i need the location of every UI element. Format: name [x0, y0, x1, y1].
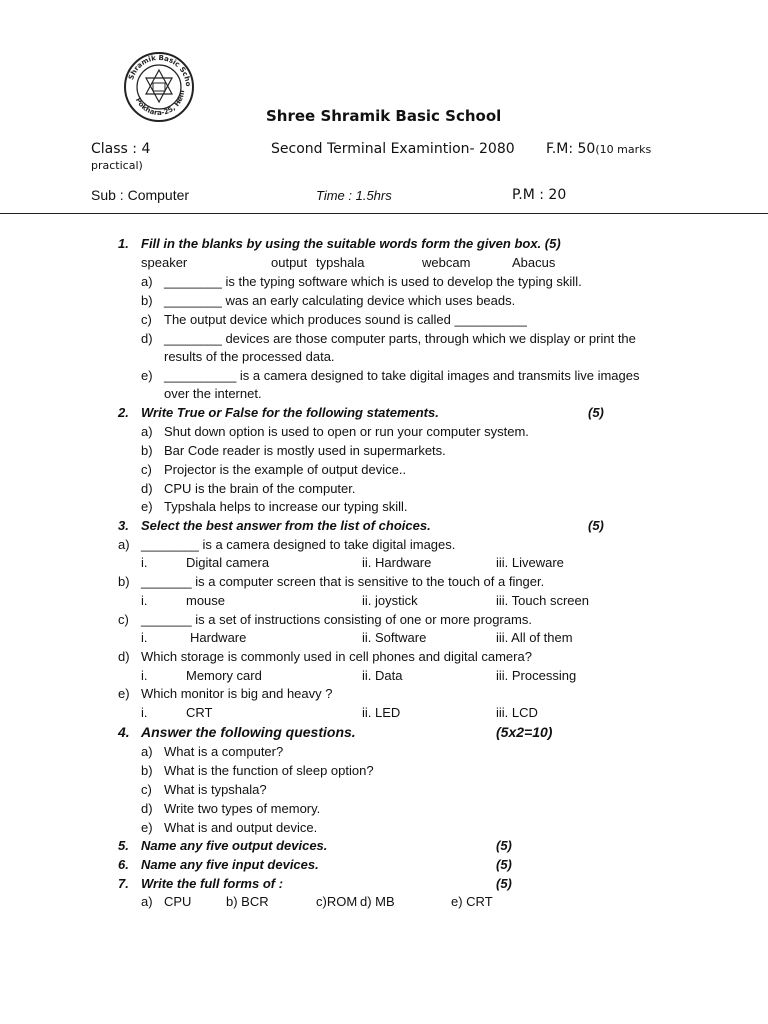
- q6-title: Name any five input devices.: [141, 857, 319, 872]
- q4-item-text: What is a computer?: [164, 744, 284, 759]
- svg-text:Shramik Basic School: Shramik Basic Scho: [127, 53, 193, 87]
- option-3: iii. Liveware: [496, 555, 564, 570]
- q6-number: 6.: [118, 857, 129, 872]
- q2-item-text: CPU is the brain of the computer.: [164, 481, 356, 496]
- q1-title: Fill in the blanks by using the suitable words form the given box. (5): [141, 236, 561, 251]
- q4-item-text: What is typshala?: [164, 782, 267, 797]
- option-1: CRT: [186, 705, 213, 720]
- option-2: ii. Hardware: [362, 555, 432, 570]
- q3-question: Which monitor is big and heavy ?: [141, 686, 333, 701]
- q5-marks: (5): [496, 838, 512, 853]
- q7-title: Write the full forms of :: [141, 876, 284, 891]
- option-numeral: i.: [141, 668, 148, 683]
- q3-number: 3.: [118, 518, 129, 533]
- item-letter: d): [141, 481, 153, 496]
- full-form-item: CPU: [164, 894, 192, 909]
- q1-item-text: ________ devices are those computer parts, through which we display or print the: [164, 331, 636, 346]
- item-letter: e): [141, 499, 153, 514]
- q4-number: 4.: [118, 724, 130, 740]
- q3-question: Which storage is commonly used in cell phones and digital camera?: [141, 649, 532, 664]
- q6-marks: (5): [496, 857, 512, 872]
- q2-title: Write True or False for the following statements.: [141, 405, 439, 420]
- full-form-item: d) MB: [360, 894, 395, 909]
- option-2: ii. Data: [362, 668, 403, 683]
- school-name: Shree Shramik Basic School: [266, 107, 502, 125]
- option-numeral: i.: [141, 593, 148, 608]
- item-letter: e): [141, 368, 153, 383]
- full-marks: [546, 141, 651, 157]
- q4-marks: (5x2=10): [496, 724, 553, 740]
- q1-item-text: ________ was an early calculating device which uses beads.: [164, 293, 516, 308]
- item-letter: d): [141, 801, 153, 816]
- full-form-item: e) CRT: [451, 894, 493, 909]
- item-letter: a): [141, 894, 153, 909]
- full-marks-value: F.M: 50: [546, 141, 596, 157]
- q7-number: 7.: [118, 876, 129, 891]
- option-2: ii. Software: [362, 630, 427, 645]
- full-form-item: c)ROM: [316, 894, 358, 909]
- item-letter: a): [141, 744, 153, 759]
- pass-marks: P.M : 20: [512, 187, 567, 203]
- q1-item-text: __________ is a camera designed to take digital images and transmits live images: [164, 368, 640, 383]
- word-box-item: speaker: [141, 255, 188, 270]
- q1-number: 1.: [118, 236, 129, 251]
- option-3: iii. Touch screen: [496, 593, 589, 608]
- item-letter: b): [141, 763, 153, 778]
- option-3: iii. All of them: [496, 630, 573, 645]
- q3-question: _______ is a set of instructions consisting of one or more programs.: [141, 612, 532, 627]
- item-letter: a): [118, 537, 130, 552]
- exam-title: Second Terminal Examintion- 2080: [271, 141, 515, 157]
- q2-item-text: Shut down option is used to open or run your computer system.: [164, 424, 529, 439]
- item-letter: e): [141, 820, 153, 835]
- school-seal: [122, 50, 196, 124]
- q2-marks: (5): [588, 405, 604, 420]
- q4-item-text: What is and output device.: [164, 820, 318, 835]
- q3-title: Select the best answer from the list of choices.: [141, 518, 431, 533]
- q4-item-text: What is the function of sleep option?: [164, 763, 374, 778]
- full-marks-note: (10 marks: [595, 143, 652, 156]
- option-2: ii. LED: [362, 705, 401, 720]
- item-letter: d): [118, 649, 130, 664]
- q1-item-text: over the internet.: [164, 386, 262, 401]
- item-letter: d): [141, 331, 153, 346]
- subject-label: Sub : Computer: [91, 187, 190, 203]
- word-box-item: output: [271, 255, 308, 270]
- q2-item-text: Projector is the example of output device..: [164, 462, 407, 477]
- full-marks-note-2: practical): [91, 159, 143, 172]
- q1-item-text: ________ is the typing software which is used to develop the typing skill.: [164, 274, 582, 289]
- item-letter: c): [141, 312, 152, 327]
- q2-item-text: Typshala helps to increase our typing skill.: [164, 499, 408, 514]
- option-1: Hardware: [190, 630, 247, 645]
- svg-text:Pokhara-25, Hemja: Pokhara-25, Hem: [133, 89, 187, 118]
- option-1: Digital camera: [186, 555, 270, 570]
- full-form-item: b) BCR: [226, 894, 269, 909]
- item-letter: a): [141, 274, 153, 289]
- item-letter: c): [141, 782, 152, 797]
- option-numeral: i.: [141, 705, 148, 720]
- item-letter: a): [141, 424, 153, 439]
- option-1: Memory card: [186, 668, 262, 683]
- option-1: mouse: [186, 593, 226, 608]
- q3-marks: (5): [588, 518, 604, 533]
- option-2: ii. joystick: [362, 593, 418, 608]
- q3-question: ________ is a camera designed to take digital images.: [141, 537, 456, 552]
- item-letter: b): [141, 293, 153, 308]
- q1-item-text: The output device which produces sound is called __________: [164, 312, 527, 327]
- option-3: iii. Processing: [496, 668, 577, 683]
- item-letter: c): [118, 612, 129, 627]
- item-letter: e): [118, 686, 130, 701]
- time-label: Time : 1.5hrs: [316, 188, 392, 203]
- item-letter: b): [141, 443, 153, 458]
- q3-question: _______ is a computer screen that is sensitive to the touch of a finger.: [141, 574, 545, 589]
- q2-number: 2.: [118, 405, 129, 420]
- q2-item-text: Bar Code reader is mostly used in supermarkets.: [164, 443, 446, 458]
- word-box-item: webcam: [422, 255, 471, 270]
- q5-number: 5.: [118, 838, 129, 853]
- item-letter: c): [141, 462, 152, 477]
- q4-title: Answer the following questions.: [141, 724, 356, 740]
- word-box-item: typshala: [316, 255, 365, 270]
- option-3: iii. LCD: [496, 705, 538, 720]
- q1-item-text: results of the processed data.: [164, 349, 335, 364]
- option-numeral: i.: [141, 630, 148, 645]
- q7-marks: (5): [496, 876, 512, 891]
- word-box-item: Abacus: [512, 255, 556, 270]
- q5-title: Name any five output devices.: [141, 838, 328, 853]
- q4-item-text: Write two types of memory.: [164, 801, 321, 816]
- header-divider: [0, 213, 768, 214]
- class-label: Class : 4: [91, 141, 151, 157]
- item-letter: b): [118, 574, 130, 589]
- option-numeral: i.: [141, 555, 148, 570]
